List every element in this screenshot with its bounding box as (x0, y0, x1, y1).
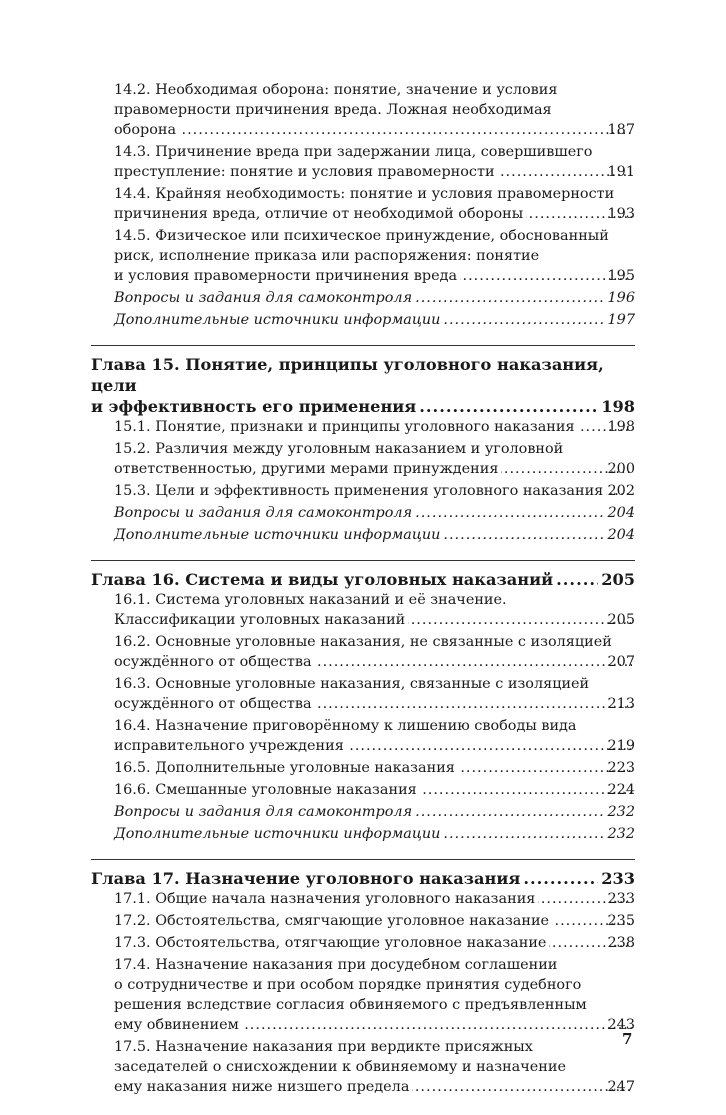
page-ref: 197 (607, 312, 635, 328)
toc-entry-text: 16.4. Назначение приговорённому к лишению свободы вида (114, 718, 577, 734)
toc-entry-14-2[interactable]: 14.2. Необходимая оборона: понятие, значение и условия правомерности причинения вреда. Ложная необходимая оборона ..... 187 (91, 80, 635, 140)
dot-leader (458, 758, 632, 778)
toc-chapter-16[interactable] (91, 560, 635, 590)
dot-leader (347, 736, 632, 756)
dot-leader (412, 1077, 632, 1097)
dot-leader (408, 610, 632, 630)
toc-entry-text: 17.5. Назначение наказания при вердикте присяжных (114, 1039, 533, 1055)
page-ref: 204 (607, 505, 635, 521)
toc-entry-text: 15.2. Различия между уголовным наказанием и уголовной (114, 441, 564, 457)
toc-entry-text: ответственностью, другими мерами принуждения (114, 461, 499, 477)
dot-leader (443, 310, 604, 330)
toc-entry-14-3[interactable]: 14.3. Причинение вреда при задержании лица, совершившего преступление: понятие и условия правомерности ..... 191 (91, 142, 635, 182)
toc-entry-text: 17.3. Обстоятельства, отягчающие уголовное наказание (114, 935, 547, 951)
dot-leader (443, 824, 604, 844)
toc-entry-text: Вопросы и задания для самоконтроля (114, 804, 413, 820)
toc-entry-text: Дополнительные источники информации (114, 312, 441, 328)
toc-entry-text: 16.2. Основные уголовные наказания, не связанные с изоляцией (114, 634, 612, 650)
toc-entry-text: ему наказания ниже низшего предела (114, 1079, 410, 1095)
dot-leader (415, 503, 604, 523)
page-ref: 196 (607, 290, 635, 306)
toc-entry-sources-14[interactable] (91, 310, 635, 330)
toc-entry-text: 17.4. Назначение наказания при досудебном соглашении (114, 957, 558, 973)
dot-leader (556, 569, 598, 590)
toc-entry-text: осуждённого от общества (114, 696, 312, 712)
toc-entry-14-5[interactable]: 14.5. Физическое или психическое принуждение, обоснованный риск, исполнение приказа или распоряжения: понятие и условия правомерности причинения вреда ..... 195 (91, 226, 635, 286)
dot-leader (415, 802, 604, 822)
chapter-title: Глава 17. Назначение уголовного наказания (91, 869, 521, 888)
toc-entry-17-1[interactable]: 17.1. Общие начала назначения уголовного наказания ..... 233 (91, 889, 635, 909)
toc-entry-15-3[interactable]: 15.3. Цели и эффективность применения уголовного наказания ..... 202 (91, 481, 635, 501)
toc-entry-text: 16.5. Дополнительные уголовные наказания (114, 760, 455, 776)
toc-entry-text: о сотрудничестве и при особом порядке принятия судебного (114, 977, 582, 993)
toc-entry-text: оборона (114, 122, 177, 138)
toc-entry-text: 15.1. Понятие, признаки и принципы уголовного наказания (114, 419, 575, 435)
dot-leader (315, 694, 632, 714)
toc-entry-text: преступление: понятие и условия правомерности (114, 164, 495, 180)
toc-entry-text: 15.3. Цели и эффективность применения уголовного наказания (114, 483, 604, 499)
toc-entry-text: Вопросы и задания для самоконтроля (114, 505, 413, 521)
dot-leader (460, 266, 632, 286)
toc-entry-sources-16[interactable] (91, 824, 635, 844)
toc-entry-15-1[interactable]: 15.1. Понятие, признаки и принципы уголовного наказания ..... 198 (91, 417, 635, 437)
toc-entry-text: правомерности причинения вреда. Ложная необходимая (114, 102, 552, 118)
dot-leader (315, 652, 632, 672)
toc-entry-text: Дополнительные источники информации (114, 826, 441, 842)
toc-entry-text: решения вследствие согласия обвиняемого с предъявленным (114, 997, 587, 1013)
toc-entry-text: ему обвинением (114, 1017, 239, 1033)
chapter-title: Глава 16. Система и виды уголовных наказаний (91, 570, 554, 589)
toc-entry-16-3[interactable]: 16.3. Основные уголовные наказания, связанные с изоляцией осуждённого от общества ..... 213 (91, 674, 635, 714)
toc-entry-16-6[interactable]: 16.6. Смешанные уголовные наказания ..... 224 (91, 780, 635, 800)
dot-leader (523, 868, 598, 889)
page-ref: 232 (607, 826, 635, 842)
toc-entry-text: риск, исполнение приказа или распоряжения: понятие (114, 248, 540, 264)
page-ref: 204 (607, 527, 635, 543)
toc-entry-17-5[interactable]: 17.5. Назначение наказания при вердикте присяжных заседателей о снисхождении к обвиняемому и назначение ему наказания ниже низшего предела ..... 247 (91, 1037, 635, 1097)
toc-entry-17-2[interactable]: 17.2. Обстоятельства, смягчающие уголовное наказание ..... 235 (91, 911, 635, 931)
dot-leader (420, 780, 632, 800)
toc-entry-text: Классификации уголовных наказаний (114, 612, 406, 628)
toc-entry-text: 14.5. Физическое или психическое принуждение, обоснованный (114, 228, 609, 244)
toc-entry-17-4[interactable]: 17.4. Назначение наказания при досудебном соглашении о сотрудничестве и при особом порядке принятия судебного решения вследствие согласия обвиняемого с предъявленным ему обвинением ..... 243 (91, 955, 635, 1035)
toc-chapter-15[interactable] (91, 345, 635, 417)
toc-entry-16-5[interactable]: 16.5. Дополнительные уголовные наказания ..... 223 (91, 758, 635, 778)
toc-entry-text: Вопросы и задания для самоконтроля (114, 290, 413, 306)
page-ref: 233 (601, 869, 635, 888)
dot-leader (179, 120, 632, 140)
toc-entry-text: Дополнительные источники информации (114, 527, 441, 543)
toc-entry-text: 16.3. Основные уголовные наказания, связанные с изоляцией (114, 676, 590, 692)
page-ref: 198 (601, 397, 635, 416)
toc-entry-text: исправительного учреждения (114, 738, 344, 754)
table-of-contents (91, 80, 635, 1097)
toc-entry-text: и условия правомерности причинения вреда (114, 268, 458, 284)
toc-entry-text: 17.2. Обстоятельства, смягчающие уголовное наказание (114, 913, 550, 929)
toc-entry-text: 16.6. Смешанные уголовные наказания (114, 782, 417, 798)
toc-entry-questions-14[interactable] (91, 288, 635, 308)
dot-leader (415, 288, 604, 308)
toc-entry-text: 14.4. Крайняя необходимость: понятие и условия правомерности (114, 186, 615, 202)
toc-entry-questions-16[interactable] (91, 802, 635, 822)
toc-entry-16-1[interactable]: 16.1. Система уголовных наказаний и её значение. Классификации уголовных наказаний ..... 205 (91, 590, 635, 630)
toc-entry-sources-15[interactable] (91, 525, 635, 545)
dot-leader (242, 1015, 632, 1035)
toc-entry-15-2[interactable]: 15.2. Различия между уголовным наказанием и уголовной ответственностью, другими мерами принуждения ..... 200 (91, 439, 635, 479)
toc-entry-text: 14.3. Причинение вреда при задержании лица, совершившего (114, 144, 593, 160)
toc-entry-questions-15[interactable] (91, 503, 635, 523)
toc-entry-text: заседателей о снисхождении к обвиняемому и назначение (114, 1059, 566, 1075)
toc-chapter-17[interactable] (91, 859, 635, 889)
toc-entry-16-4[interactable]: 16.4. Назначение приговорённому к лишению свободы вида исправительного учреждения ..... 219 (91, 716, 635, 756)
toc-entry-text: причинения вреда, отличие от необходимой обороны (114, 206, 524, 222)
toc-entry-14-4[interactable]: 14.4. Крайняя необходимость: понятие и условия правомерности причинения вреда, отличие от необходимой обороны ..... 193 (91, 184, 635, 224)
chapter-title: Глава 15. Понятие, принципы уголовного наказания, цели (91, 355, 604, 395)
toc-entry-17-3[interactable]: 17.3. Обстоятельства, отягчающие уголовное наказание ..... 238 (91, 933, 635, 953)
page-number: 7 (622, 1030, 633, 1048)
toc-entry-16-2[interactable]: 16.2. Основные уголовные наказания, не связанные с изоляцией осуждённого от общества ..... 207 (91, 632, 635, 672)
toc-entry-text: 16.1. Система уголовных наказаний и её значение. (114, 592, 507, 608)
toc-entry-text: 17.1. Общие начала назначения уголовного наказания (114, 891, 536, 907)
dot-leader (419, 396, 598, 417)
page-ref: 232 (607, 804, 635, 820)
chapter-title: и эффективность его применения (91, 397, 417, 416)
toc-entry-text: 14.2. Необходимая оборона: понятие, значение и условия (114, 82, 558, 98)
toc-entry-text: осуждённого от общества (114, 654, 312, 670)
dot-leader (443, 525, 604, 545)
page-ref: 205 (601, 570, 635, 589)
